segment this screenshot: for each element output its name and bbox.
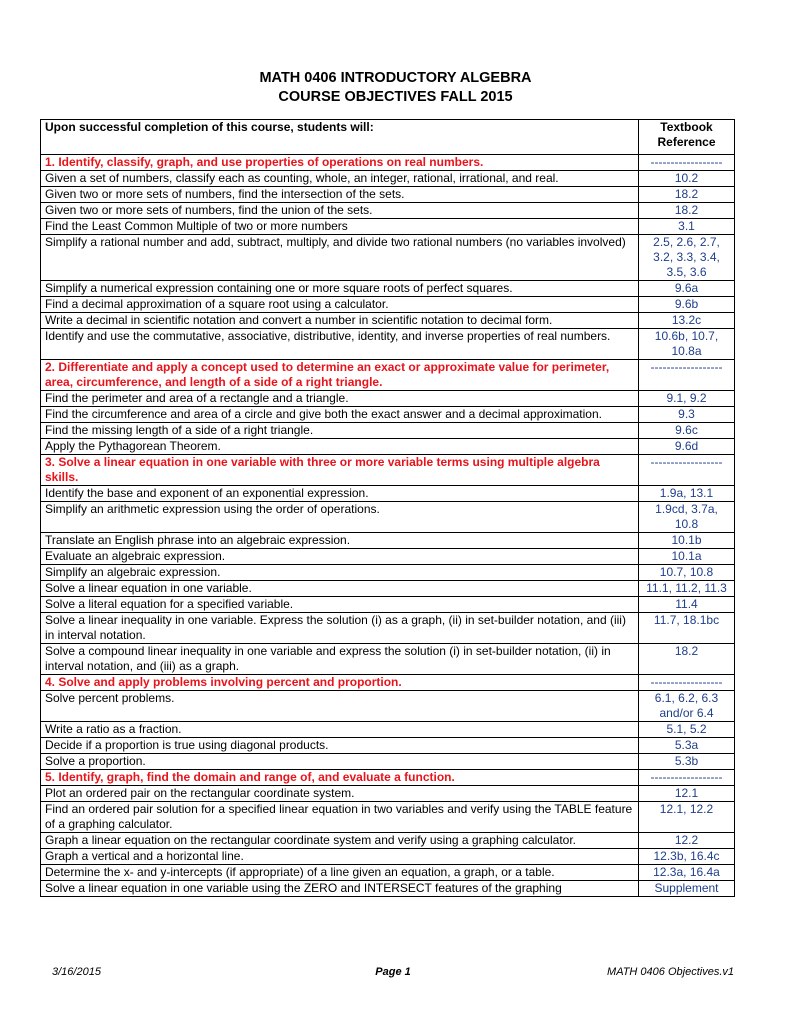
textbook-reference: 12.2 — [639, 833, 735, 849]
objective-row — [41, 597, 735, 613]
textbook-reference: 3.1 — [639, 219, 735, 235]
objective-text: Find a decimal approximation of a square root using a calculator. — [41, 297, 639, 313]
textbook-reference: 13.2c — [639, 313, 735, 329]
objective-text: Given a set of numbers, classify each as counting, whole, an integer, rational, irrational, and real. — [41, 171, 639, 187]
objective-text: Find an ordered pair solution for a specified linear equation in two variables and verify using the TABLE feature of a graphing calculator. — [41, 802, 639, 833]
objective-row — [41, 802, 735, 833]
title-line-2: COURSE OBJECTIVES FALL 2015 — [278, 89, 513, 105]
objective-text: Write a decimal in scientific notation and convert a number in scientific notation to decimal form. — [41, 313, 639, 329]
section-row — [41, 770, 735, 786]
textbook-reference: 10.6b, 10.7, 10.8a — [639, 329, 735, 360]
footer-date: 3/16/2015 — [52, 966, 101, 978]
section-reference-placeholder: ------------------ — [639, 360, 735, 391]
textbook-reference: 9.6b — [639, 297, 735, 313]
objective-row — [41, 486, 735, 502]
objective-row — [41, 691, 735, 722]
objective-text: Given two or more sets of numbers, find the intersection of the sets. — [41, 187, 639, 203]
objective-text: Write a ratio as a fraction. — [41, 722, 639, 738]
textbook-reference: 10.7, 10.8 — [639, 565, 735, 581]
section-heading: 5. Identify, graph, find the domain and range of, and evaluate a function. — [41, 770, 639, 786]
objective-row — [41, 722, 735, 738]
objective-row — [41, 849, 735, 865]
textbook-reference: 1.9cd, 3.7a, 10.8 — [639, 502, 735, 533]
objective-row — [41, 171, 735, 187]
textbook-reference: 18.2 — [639, 187, 735, 203]
objective-row — [41, 313, 735, 329]
section-reference-placeholder: ------------------ — [639, 675, 735, 691]
section-reference-placeholder: ------------------ — [639, 770, 735, 786]
textbook-reference: 9.6c — [639, 423, 735, 439]
objective-row — [41, 203, 735, 219]
section-heading: 1. Identify, classify, graph, and use properties of operations on real numbers. — [41, 155, 639, 171]
objective-text: Graph a linear equation on the rectangular coordinate system and verify using a graphing calculator. — [41, 833, 639, 849]
objective-row — [41, 423, 735, 439]
textbook-reference: 5.1, 5.2 — [639, 722, 735, 738]
textbook-reference: 9.6d — [639, 439, 735, 455]
objective-row — [41, 833, 735, 849]
textbook-reference: 10.2 — [639, 171, 735, 187]
objective-text: Solve a literal equation for a specified variable. — [41, 597, 639, 613]
textbook-reference: 11.1, 11.2, 11.3 — [639, 581, 735, 597]
objective-row — [41, 644, 735, 675]
objective-text: Given two or more sets of numbers, find the union of the sets. — [41, 203, 639, 219]
section-row — [41, 455, 735, 486]
objective-text: Solve percent problems. — [41, 691, 639, 722]
objective-text: Find the Least Common Multiple of two or more numbers — [41, 219, 639, 235]
objective-text: Identify the base and exponent of an exponential expression. — [41, 486, 639, 502]
section-heading: 4. Solve and apply problems involving percent and proportion. — [41, 675, 639, 691]
objectives-column-header: Upon successful completion of this course, students will: — [41, 120, 639, 155]
objective-row — [41, 502, 735, 533]
textbook-reference: 12.3b, 16.4c — [639, 849, 735, 865]
textbook-reference: 12.1, 12.2 — [639, 802, 735, 833]
objective-row — [41, 613, 735, 644]
objective-row — [41, 738, 735, 754]
textbook-reference: 18.2 — [639, 644, 735, 675]
textbook-reference: 12.1 — [639, 786, 735, 802]
footer-document-name: MATH 0406 Objectives.v1 — [607, 966, 734, 978]
textbook-reference: 5.3b — [639, 754, 735, 770]
objective-row — [41, 565, 735, 581]
textbook-reference: 9.3 — [639, 407, 735, 423]
objective-row — [41, 407, 735, 423]
section-row — [41, 675, 735, 691]
section-row — [41, 360, 735, 391]
page-footer — [52, 966, 734, 982]
objective-text: Solve a linear equation in one variable. — [41, 581, 639, 597]
objective-row — [41, 549, 735, 565]
objectives-table — [40, 119, 735, 897]
objective-text: Simplify a numerical expression containing one or more square roots of perfect squares. — [41, 281, 639, 297]
objective-text: Translate an English phrase into an algebraic expression. — [41, 533, 639, 549]
section-heading: 2. Differentiate and apply a concept used to determine an exact or approximate value for perimeter, area, circumference, and length of a side of a right triangle. — [41, 360, 639, 391]
textbook-reference: 5.3a — [639, 738, 735, 754]
footer-page-number: Page 1 — [375, 966, 411, 978]
objective-text: Evaluate an algebraic expression. — [41, 549, 639, 565]
objective-text: Decide if a proportion is true using diagonal products. — [41, 738, 639, 754]
section-reference-placeholder: ------------------ — [639, 455, 735, 486]
objectives-body — [41, 155, 735, 897]
textbook-reference: 10.1b — [639, 533, 735, 549]
objective-text: Find the circumference and area of a circle and give both the exact answer and a decimal approximation. — [41, 407, 639, 423]
textbook-reference: 11.4 — [639, 597, 735, 613]
section-reference-placeholder: ------------------ — [639, 155, 735, 171]
section-heading: 3. Solve a linear equation in one variable with three or more variable terms using multiple algebra skills. — [41, 455, 639, 486]
objective-row — [41, 235, 735, 281]
textbook-reference: 1.9a, 13.1 — [639, 486, 735, 502]
objective-row — [41, 865, 735, 881]
reference-column-header — [639, 120, 735, 155]
objective-row — [41, 881, 735, 897]
objective-row — [41, 219, 735, 235]
objective-row — [41, 187, 735, 203]
objective-row — [41, 329, 735, 360]
textbook-reference: 18.2 — [639, 203, 735, 219]
objective-row — [41, 391, 735, 407]
textbook-reference: Supplement — [639, 881, 735, 897]
textbook-reference: 2.5, 2.6, 2.7, 3.2, 3.3, 3.4, 3.5, 3.6 — [639, 235, 735, 281]
objective-text: Determine the x- and y-intercepts (if appropriate) of a line given an equation, a graph, or a table. — [41, 865, 639, 881]
textbook-reference: 6.1, 6.2, 6.3 and/or 6.4 — [639, 691, 735, 722]
objective-text: Simplify a rational number and add, subtract, multiply, and divide two rational numbers (no variables involved) — [41, 235, 639, 281]
objective-text: Simplify an algebraic expression. — [41, 565, 639, 581]
objective-row — [41, 754, 735, 770]
reference-header-line-1: Textbook — [660, 120, 713, 134]
objective-text: Solve a linear inequality in one variable. Express the solution (i) as a graph, (ii) in set-builder notation, and (iii) in interval notation. — [41, 613, 639, 644]
textbook-reference: 12.3a, 16.4a — [639, 865, 735, 881]
document-title — [0, 69, 791, 107]
objective-row — [41, 581, 735, 597]
title-line-1: MATH 0406 INTRODUCTORY ALGEBRA — [259, 70, 532, 86]
reference-header-line-2: Reference — [657, 135, 716, 149]
objective-text: Identify and use the commutative, associative, distributive, identity, and inverse properties of real numbers. — [41, 329, 639, 360]
textbook-reference: 9.6a — [639, 281, 735, 297]
textbook-reference: 11.7, 18.1bc — [639, 613, 735, 644]
objective-text: Simplify an arithmetic expression using the order of operations. — [41, 502, 639, 533]
objective-text: Find the perimeter and area of a rectangle and a triangle. — [41, 391, 639, 407]
textbook-reference: 10.1a — [639, 549, 735, 565]
objective-row — [41, 533, 735, 549]
textbook-reference: 9.1, 9.2 — [639, 391, 735, 407]
objective-text: Find the missing length of a side of a right triangle. — [41, 423, 639, 439]
objective-row — [41, 439, 735, 455]
objective-text: Apply the Pythagorean Theorem. — [41, 439, 639, 455]
objective-text: Solve a compound linear inequality in one variable and express the solution (i) in set-builder notation, (ii) in interval notation, and (iii) as a graph. — [41, 644, 639, 675]
objective-row — [41, 786, 735, 802]
objective-row — [41, 297, 735, 313]
objective-text: Plot an ordered pair on the rectangular coordinate system. — [41, 786, 639, 802]
objective-text: Solve a proportion. — [41, 754, 639, 770]
objective-text: Graph a vertical and a horizontal line. — [41, 849, 639, 865]
section-row — [41, 155, 735, 171]
objective-text: Solve a linear equation in one variable using the ZERO and INTERSECT features of the graphing — [41, 881, 639, 897]
table-header-row — [41, 120, 735, 155]
objective-row — [41, 281, 735, 297]
